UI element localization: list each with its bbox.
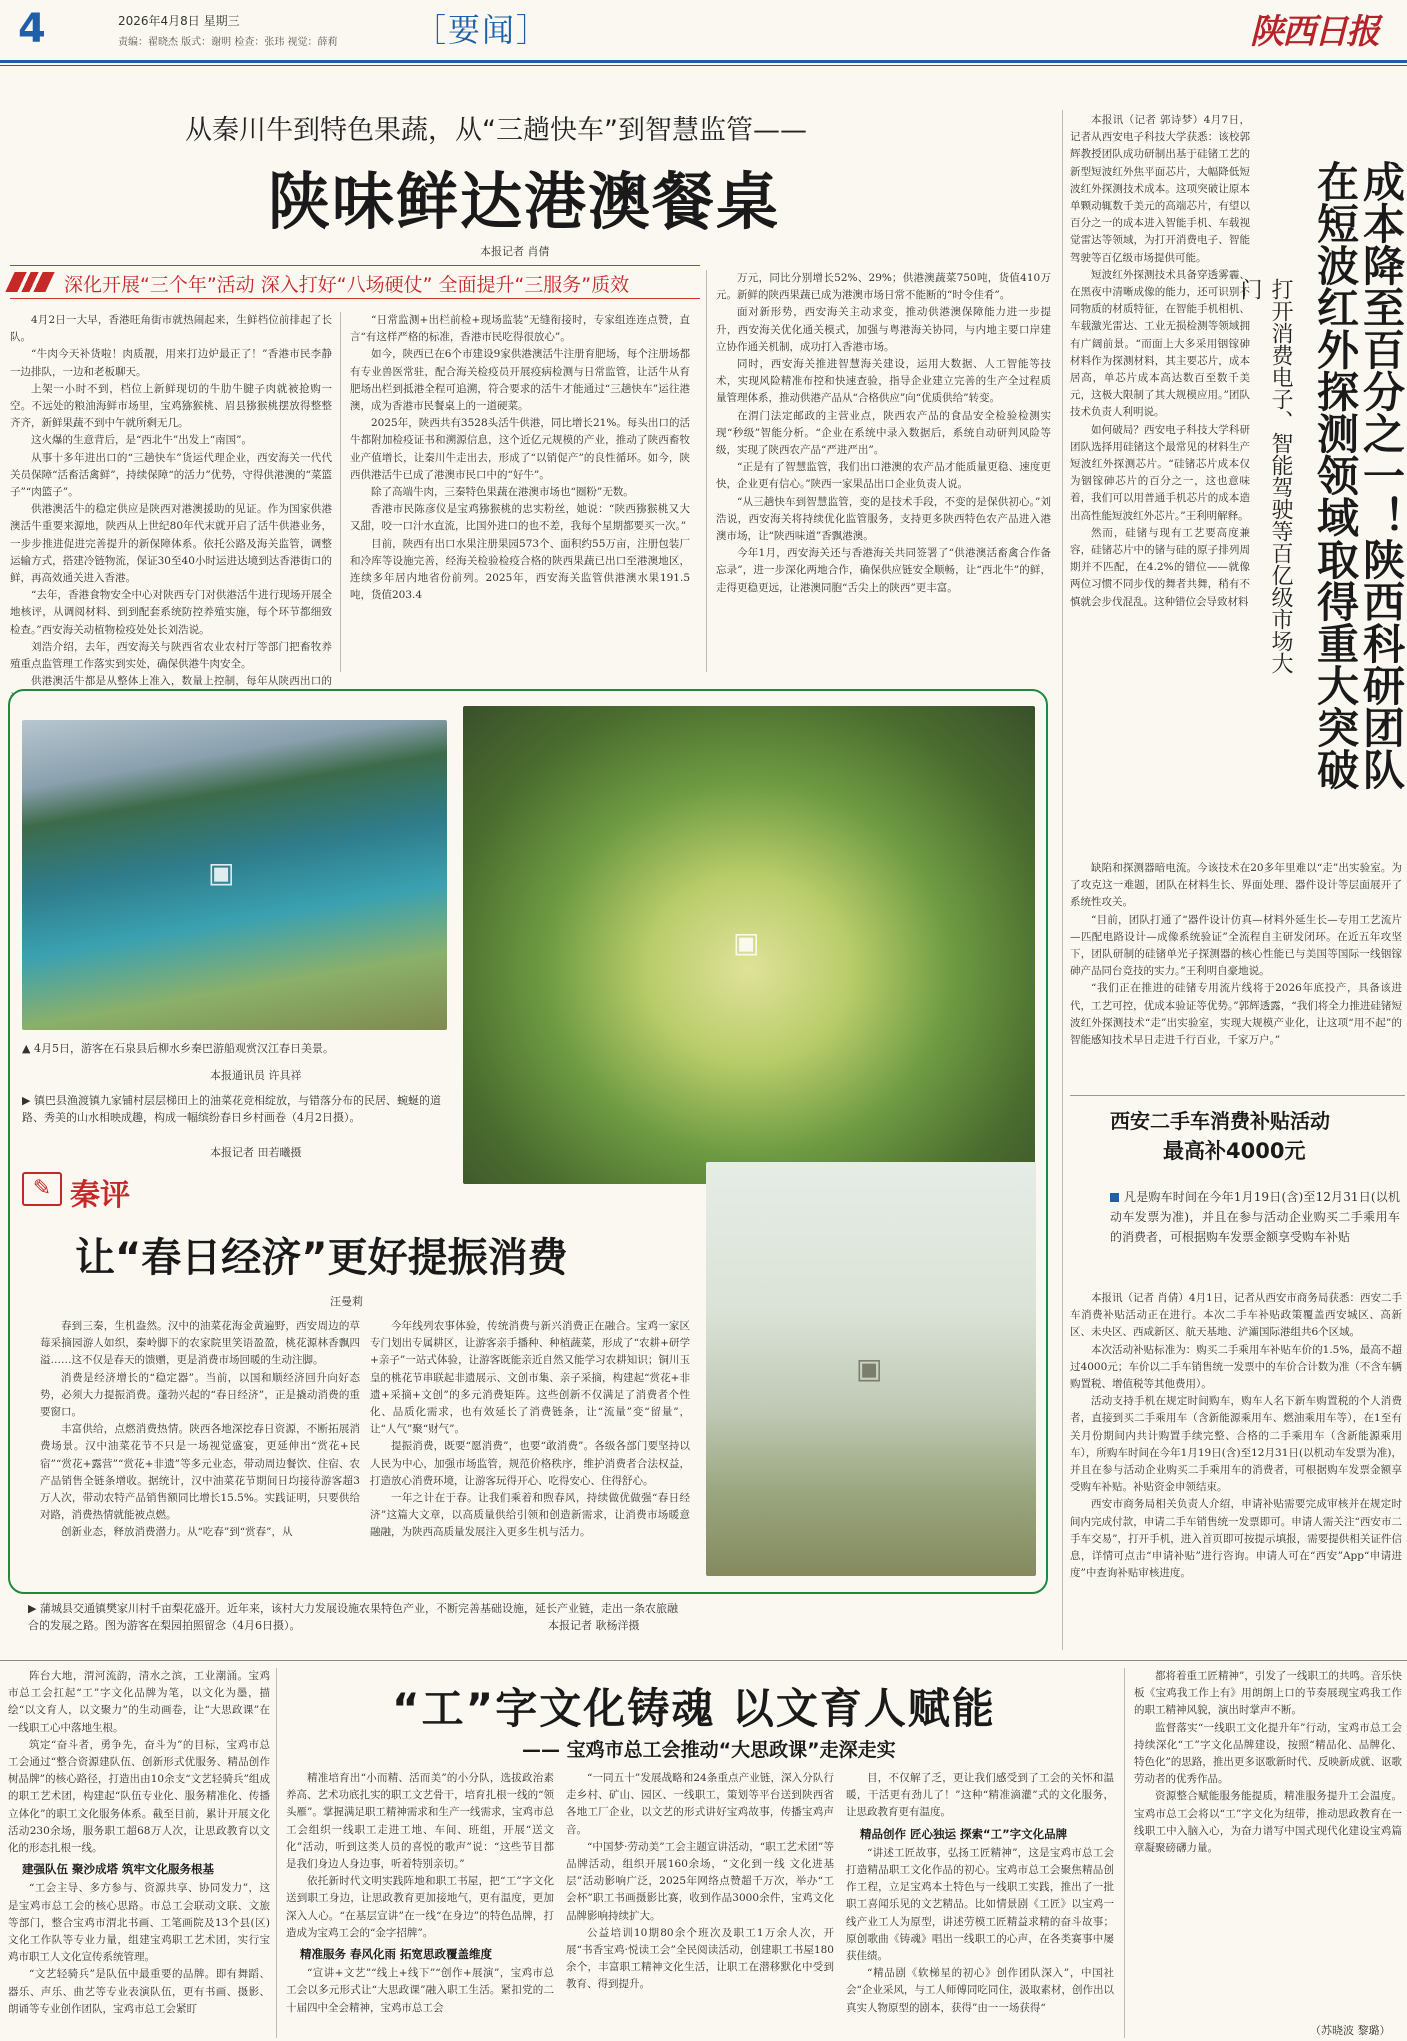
story1-column-1 bbox=[10, 312, 332, 688]
science-story-headline: 成本降至百分之一！陕西科研团队在短波红外探测领域取得重大突破 bbox=[1311, 160, 1406, 790]
paragraph: 从事十多年进出口的“三趟快车”货运代理企业，西安海关一代代关员保障“活畜活禽鲜”，持续保障“的活力”优势，守得供港澳的“菜篮子”“肉篮子”。 bbox=[10, 451, 332, 499]
paragraph: “讲述工匠故事，弘扬工匠精神”，这是宝鸡市总工会打造精品职工文化作品的初心。宝鸡市总工会聚焦精品创作工程，立足宝鸡本土特色与一线职工实践，推出了一批职工喜闻乐见的文艺精品。比如情景剧《工匠》以宝鸡一线产业工人为原型，讲述劳模工匠精益求精的奋斗故事；原创歌曲《铸魂》唱出一线职工的心声，在各类赛事中屡获佳绩。 bbox=[846, 1846, 1114, 1963]
photo2-caption: ▶ 镇巴县渔渡镇九家铺村层层梯田上的油菜花竞相绽放，与错落分布的民居、蜿蜒的道路、秀美的山水相映成趣，构成一幅缤纷春日乡村画卷（4月2日摄）。 bbox=[22, 1094, 441, 1124]
science-story-narrow-column bbox=[1070, 112, 1250, 854]
paragraph: 目前，陕西有出口水果注册果园573个、面积约55万亩，注册包装厂和冷库等设施完善，经海关检验检疫合格的陕西果蔬已出口至港澳地区，连续多年居内地省份前列。2025年，西安海关监管供港澳水果191.5吨，货值203.4 bbox=[350, 537, 690, 602]
column-divider bbox=[1062, 110, 1063, 1650]
paragraph: 春到三秦，生机盎然。汉中的油菜花海金黄遍野，西安周边的草莓采摘园游人如织，秦岭脚下的农家院里笑语盈盈，桃花源林香飘四溢……这不仅是春天的馈赠，更是消费市场回暖的生动注脚。 bbox=[40, 1320, 360, 1367]
photo3-caption: ▶ 蒲城县交通镇樊家川村千亩梨花盛开。近年来，该村大力发展设施农果特色产业，不断完善基础设施，延长产业链，走出一条农旅融合的发展之路。图为游客在梨园拍照留念（4月6日摄）。 bbox=[28, 1602, 678, 1632]
culture-subhead-3: 精品创作 匠心独运 探索“工”字文化品牌 bbox=[860, 1826, 1068, 1841]
paragraph: 一年之计在于春。让我们乘着和煦春风，持续做优做强“春日经济”这篇大文章，以高质量供给引领和创造新需求，让消费市场暖意融融，为陕西高质量发展注入更多生机与活力。 bbox=[370, 1492, 690, 1539]
paragraph: 然而，硅锗与现有工艺要高度兼容，硅锗芯片中的锗与硅的原子排列周期并不匹配，在4.2%的错位——就像两位习惯不同步伐的舞者共舞，稍有不慎就会步伐混乱。这种错位会导致材料 bbox=[1070, 526, 1250, 608]
banner-stripes-icon bbox=[5, 272, 54, 292]
photo-terraced-fields bbox=[463, 706, 1035, 1184]
paragraph: 同时，西安海关推进智慧海关建设，运用大数据、人工智能等技术，实现风险精准布控和快速查验，指导企业建立完善的生产全过程质量管理体系，推动供港产品从“合格供应”向“优质供给”转变。 bbox=[716, 358, 1051, 405]
paragraph: “日常监测+出栏前检+现场监装”无缝衔接时，专家组连连点赞，直言“有这样严格的标准，香港市民吃得很放心”。 bbox=[350, 314, 690, 344]
paragraph: 缺陷和探测器暗电流。今该技术在20多年里难以“走”出实验室。为了攻克这一难题，团队在材料生长、界面处理、器件设计等层面展开了系统性攻关。 bbox=[1070, 862, 1402, 909]
header-divider-thin bbox=[0, 65, 1407, 66]
paragraph: 公益培训10期80余个班次及职工1万余人次，开展“书香宝鸡·悦读工会”全民阅读活动，创建职工书屋180余个，丰富职工精神文化生活，让职工在潜移默化中受到教育、得到提升。 bbox=[566, 1926, 834, 1991]
culture-story-headline: “工”字文化铸魂 以文育人赋能 bbox=[392, 1684, 996, 1733]
photo-icon: ▣ bbox=[733, 926, 760, 959]
campaign-banner bbox=[10, 265, 700, 299]
culture-column-1 bbox=[8, 1668, 270, 2038]
paragraph: 面对新形势，西安海关主动求变，推动供港澳保障能力进一步提升，西安海关优化通关模式，加强与粤港海关协同，与内地主要口岸建立协作通关机制，成功打入香港市场。 bbox=[716, 306, 1051, 353]
photo3-credit: 本报记者 耿杨洋摄 bbox=[548, 1619, 640, 1632]
paragraph: 都将着重工匠精神”，引发了一线职工的共鸣。音乐快板《宝鸡我工作上有》用朗朗上口的节奏展现宝鸡我工作的职工精神风貌，演出时掌声不断。 bbox=[1134, 1670, 1402, 1717]
paragraph: 刘浩介绍，去年，西安海关与陕西省农业农村厅等部门把畜牧养殖重点监管理工作落实到实处，确保供港牛肉安全。 bbox=[10, 640, 332, 671]
paragraph: 精准培育出“小而精、活而美”的小分队，选拔政治素养高、艺术功底扎实的职工文艺骨干，培育扎根一线的“领头雁”。掌握满足职工精神需求和生产一线需求，宝鸡市总工会组织一线职工走进工地、车间、班组，开展“送文化”活动，听到这类人员的喜悦的歌声”说：“这些节目都是我们身边人身边事，听着特别亲切。” bbox=[286, 1772, 554, 1871]
culture-story-subheadline: —— 宝鸡市总工会推动“大思政课”走深走实 bbox=[522, 1739, 896, 1761]
paragraph: 上架一小时不到，档位上新鲜现切的牛肋牛腱子肉就被抢购一空。不远处的粮油海鲜市场里，宝鸡猕猴桃、眉县猕猴桃摆放得整整齐齐，新鲜果蔬不到中午就所剩无几。 bbox=[10, 382, 332, 430]
paragraph: 这火爆的生意背后，是“西北牛”出发上“南国”。 bbox=[31, 434, 252, 447]
paragraph: 西安市商务局相关负责人介绍，申请补贴需要完成审核并在规定时间内完成付款，申请二手车销售统一发票即可。申请人需关注“西安市二手车交易”，打开手机，进入首页即可按提示填报，需要提供相关证件信息，详情可点击“申请补贴”进行咨询。申请人可在“西安”App“申请进度”中查询补贴审核进度。 bbox=[1070, 1498, 1402, 1580]
paragraph: “我们正在推进的硅锗专用流片线将于2026年底投产，具备该进代，工艺可控，优成本验证等优势。”郭辉透露，“我们将全力推进硅锗短波红外探测技术“走”出实验室，实现大规模产业化，让这项“用不起”的智能感知技术早日走进千行百业，千家万户。” bbox=[1070, 982, 1402, 1047]
editor-credits: 责编：翟晓杰 版式：谢明 检查：张玮 视觉：薛莉 bbox=[118, 37, 338, 48]
paragraph: “从三趟快车到智慧监管，变的是技术手段，不变的是保供初心。”刘浩说，西安海关将持续优化监管服务，支持更多陕西特色农产品进入港澳市场，让“陕西味道”香飘港澳。 bbox=[716, 495, 1051, 543]
paragraph: 消费是经济增长的“稳定器”。当前，以国和顺经济回升向好态势，必须大力提振消费。蓬勃兴起的“春日经济”，正是撬动消费的重要窗口。 bbox=[40, 1371, 360, 1419]
paragraph: 活动支持手机在规定时间购车，购车人名下新车购置税的个人消费者，直接到买二手乘用车（含新能源乘用车、燃油乘用车等），在1至有关月份期间内共计购置手续完整、合格的二手乘用车（含新能源乘用车），所购车时间在今年1月19日(含)至12月31日(以机动车发票为准)，并且在参与活动企业购买二手乘用车的消费者，可根据购车发票金额享受购车补贴。补贴资金申领结束。 bbox=[1070, 1395, 1402, 1494]
photo-icon: ▣ bbox=[856, 1352, 883, 1385]
column-divider bbox=[276, 1668, 277, 2038]
photo1-credit: 本报通讯员 许具祥 bbox=[210, 1069, 302, 1082]
story1-byline: 本报记者 肖倩 bbox=[480, 245, 550, 258]
paragraph: “牛肉今天补货啦！肉质靓，用来打边炉最正了！”香港市民李静一边排队，一边和老板聊天。 bbox=[10, 348, 332, 378]
car-subsidy-lead: 凡是购车时间在今年1月19日(含)至12月31日(以机动车发票为准)，并且在参与活动企业购买二手乘用车的消费者，可根据购车发票金额享受购车补贴 bbox=[1110, 1190, 1400, 1244]
commentary-logo bbox=[22, 1170, 152, 1213]
culture-subhead-2: 精准服务 春风化雨 拓宽思政覆盖维度 bbox=[300, 1947, 493, 1962]
paragraph: 依托新时代文明实践阵地和职工书屋，把“工”字文化送到职工身边，让思政教育更加接地气，更有温度，更加深入人心。“在基层宣讲”在一线“在身边”的特色品牌，打造成为宝鸡工会的“金字招牌”。 bbox=[286, 1875, 554, 1939]
commentary-column-2 bbox=[370, 1318, 690, 1580]
paragraph: 如何破局？西安电子科技大学科研团队选择用硅锗这个最常见的材料生产短波红外探测芯片。“硅锗芯片成本仅为铟镓砷芯片的百分之一，这也意味着，我们可以用普通手机芯片的成本造出高性能短波红外芯片。”王利明解释。 bbox=[1070, 423, 1250, 522]
paragraph: 筑定“奋斗者，勇争先，奋斗为”的目标，宝鸡市总工会通过“整合资源建队伍、创新形式优服务、精品创作树品牌”的核心路径，打造出由10余支“文艺轻骑兵”组成的职工艺术团，构建起“队伍专业化、服务精准化、传播立体化”的职工文化服务体系。截至目前，累计开展文化活动230余场，服务职工超68万人次，让思政教育以文化的形态扎根一线。 bbox=[8, 1738, 270, 1855]
paragraph: 如今，陕西已在6个市建设9家供港澳活牛注册育肥场，每个注册场都有专业兽医常驻，配合海关检疫员开展疫病检测与日常监管，让活牛从育肥场出栏到抵港全程可追溯，符合要求的活牛才能通过“三趟快车”运往港澳，成为香港市民餐桌上的一道硬菜。 bbox=[350, 348, 690, 413]
paragraph: 供港澳活牛都是从整体上准入，数量上控制，每年从陕西出口的 bbox=[31, 675, 332, 688]
paragraph: 万元，同比分别增长52%、29%；供港澳蔬菜750吨，货值410万元。新鲜的陕西果蔬已成为港澳市场日常不能断的“时令佳肴”。 bbox=[716, 272, 1051, 302]
culture-subhead-1: 建强队伍 聚沙成塔 筑牢文化服务根基 bbox=[22, 1862, 215, 1877]
photo-river-town bbox=[22, 720, 447, 1030]
paragraph: 阵台大地，渭河流韵，清水之滨，工业潮涌。宝鸡市总工会扛起“工”字文化品牌为笔，以文化为墨，描绘“以文育人，以文聚力”的生动画卷，让“大思政课”在一线职工心中落地生根。 bbox=[8, 1670, 270, 1734]
column-divider bbox=[706, 270, 707, 672]
paragraph: 除了高端牛肉，三秦特色果蔬在港澳市场也“圈粉”无数。 bbox=[371, 486, 634, 499]
photo-icon: ▣ bbox=[208, 856, 235, 889]
paragraph: “精品剧《软梯星的初心》创作团队深入”，中国社会“企业采风，与工人师傅同吃同住，汲取素材，创作出以真实人物原型的剧本，获得”由一一场获得“ bbox=[846, 1967, 1114, 2014]
car-subsidy-headline: 西安二手车消费补贴活动 bbox=[1110, 1109, 1330, 1133]
paragraph: 提振消费，既要“愿消费”，也要“敢消费”。各级各部门要坚持以人民为中心，加强市场监管，规范价格秩序，维护消费者合法权益，打造放心消费环境，让游客玩得开心、吃得安心、住得舒心。 bbox=[370, 1440, 690, 1487]
paragraph: 在渭门法定邮政的主营业点，陕西农产品的食品安全检验检测实现“秒级”智能分析。“企业在系统中录入数据后，系统自动研判风险等级，实现了陕西农产品“严进严出”。 bbox=[716, 409, 1051, 457]
paragraph: 今年线列农事体验，传统消费与新兴消费正在融合。宝鸡一家区专门划出专属耕区，让游客亲手播种、种植蔬菜，形成了“农耕+研学+亲子”一站式体验，让游客既能亲近自然又能学习农耕知识；铜川玉皇的桃花节串联起非遗展示、文创市集、亲子采摘，构建起“赏花+非遗+采摘+文创”的多元消费矩阵。这些创新不仅满足了消费者个性化、品质化需求，也有效延长了消费链条，让“流量”变“留量”，让“人气”聚“财气”。 bbox=[370, 1320, 690, 1436]
paragraph: “中国梦·劳动美”工会主题宣讲活动，“职工艺术团”等品牌活动，组织开展160余场，“文化到一线 文化进基层”活动影响广泛，2025年网络点赞超千万次，举办“工会杯”职工书画摄影比赛，收到作品3000余件，宝鸡文化品牌影响持续扩大。 bbox=[566, 1840, 834, 1922]
science-story-subheadline: 打开消费电子、智能驾驶等百亿级市场大门 bbox=[1237, 278, 1293, 674]
page-number: 4 bbox=[18, 6, 46, 52]
paragraph: 本次活动补贴标准为：购买二手乘用车补贴车价的1.5%，最高不超过4000元；车价以二手车销售统一发票中的车价合计数为准（不含车辆购置税、增值税等其他费用）。 bbox=[1070, 1343, 1402, 1391]
pen-icon: ✎ bbox=[22, 1172, 62, 1206]
paragraph: “去年，香港食物安全中心对陕西专门对供港活牛进行现场开展全地核评，从调阅材料、到到配套系统防控养殖实施，每个环节都细致检查。”西安海关动植物检疫处处长刘浩说。 bbox=[10, 589, 332, 636]
culture-column-5 bbox=[1134, 1668, 1402, 2020]
paragraph: “宣讲+文艺”“线上+线下”“创作+展演”，宝鸡市总工会以多元形式让“大思政课”融入职工生活。紧扣党的二十届四中全会精神，宝鸡市总工会 bbox=[286, 1967, 554, 2014]
paragraph: 供港澳活牛的稳定供应是陕西对港澳援助的见证。作为国家供港澳活牛重要来源地，陕西从上世纪80年代末就开启了活牛供港业务，一步步推进促进完善提升的新保障体系。依托公路及海关监管，调整运输方式，搭建冷链物流，保证30至40小时运进达境到达香港街口的鲜，再高效通关进入香港。 bbox=[10, 503, 332, 585]
story1-column-3 bbox=[716, 270, 1051, 674]
culture-story-credit: （苏晓波 黎璐） bbox=[1310, 2024, 1391, 2037]
photo-pear-blossom bbox=[706, 1162, 1036, 1576]
photo1-caption: ▲ 4月5日，游客在石泉县后柳水乡秦巴游船观赏汉江春日美景。 bbox=[22, 1042, 334, 1055]
paragraph: “文艺轻骑兵”是队伍中最重要的品牌。即有舞蹈、器乐、声乐、曲艺等专业表演队伍，更有书画、摄影、朗诵等专业创作团队，宝鸡市总工会紧盯 bbox=[8, 1968, 270, 2015]
issue-date: 2026年4月8日 星期三 bbox=[118, 14, 240, 28]
culture-column-2 bbox=[286, 1770, 554, 2038]
car-subsidy-body bbox=[1070, 1290, 1402, 1652]
story1-headline: 陕味鲜达港澳餐桌 bbox=[268, 165, 781, 238]
paragraph: 2025年，陕西共有3528头活牛供港，同比增长21%。每头出口的活牛都附加检疫证书和溯源信息，这个近亿元规模的产业，推动了陕西畜牧业产值增长，让秦川牛走出去，形成了“以销促产”的良性循环。如今，陕西供港活牛已成了港澳市民口中的“好牛”。 bbox=[350, 417, 690, 481]
commentary-column-1 bbox=[40, 1318, 360, 1580]
paragraph: 目，不仅解了乏，更让我们感受到了工会的关怀和温暖，干活更有劲儿了！”这种“精准滴灌”式的文化服务，让思政教育更有温度。 bbox=[846, 1772, 1114, 1819]
paragraph: 香港市民陈彦仪是宝鸡猕猴桃的忠实粉丝，她说：“陕西猕猴桃又大又甜，咬一口汁水直流，比国外进口的也不差，我每个星期都要买一次。” bbox=[350, 503, 690, 533]
story1-column-2 bbox=[350, 312, 690, 674]
paragraph: “一同五十”发展战略和24条重点产业链，深入分队行走乡村、矿山、园区、一线职工，策划等平台送到陕西省各地工厂企业，以文艺的形式讲好宝鸡故事，传播宝鸡声音。 bbox=[566, 1772, 834, 1836]
paragraph: “正是有了智慧监管，我们出口港澳的农产品才能质量更稳、速度更快，企业更有信心。”陕西一家果品出口企业负责人说。 bbox=[716, 461, 1051, 491]
header-divider bbox=[0, 60, 1407, 63]
paragraph: 监督落实“一线职工文化提升年”行动，宝鸡市总工会持续深化“工”字文化品牌建设，按照“精品化、品牌化、特色化”的思路，推出更多讴歌新时代、反映新成就、讴歌劳动者的优秀作品。 bbox=[1134, 1721, 1402, 1786]
paragraph: 短波红外探测技术具备穿透雾霾、在黑夜中清晰成像的能力，还可识别不同物质的材质特征，在智能手机相机、车载激光雷达、工业无损检测等领域拥有广阔前景。“而面上大多采用铟镓砷材料作为探测材料，其主要芯片，成本居高，单芯片成本高达数百至数千美元，这极大限制了其大规模应用。”团队技术负责人利明说。 bbox=[1070, 268, 1250, 419]
paragraph: 本报讯（记者 肖倩）4月1日，记者从西安市商务局获悉：西安二手车消费补贴活动正在进行。本次二手车补贴政策覆盖西安城区、高新区、未央区、西咸新区、航天基地、浐灞国际港组共6个区域。 bbox=[1070, 1292, 1402, 1339]
paragraph: “工会主导、多方参与、资源共享、协同发力”，这是宝鸡市总工会的核心思路。市总工会联动文联、文旅等部门，整合宝鸡市渭北书画、工笔画院及13个县(区)文化工作队等专业力量，组建宝鸡职工艺术团，实行宝鸡市职工人文化宣传系统管理。 bbox=[8, 1882, 270, 1964]
commentary-headline: 让“春日经济”更好提振消费 bbox=[75, 1235, 568, 1281]
culture-column-4 bbox=[846, 1770, 1114, 2038]
paragraph: 4月2日一大早，香港旺角街市就热闹起来，生鲜档位前排起了长队。 bbox=[10, 314, 332, 344]
newspaper-masthead: 陕西日报 bbox=[1250, 12, 1378, 52]
campaign-banner-text: 深化开展“三个年”活动 深入打好“八场硬仗” 全面提升“三服务”质效 bbox=[64, 274, 630, 296]
photo2-credit: 本报记者 田若曦摄 bbox=[210, 1146, 302, 1159]
column-divider bbox=[340, 312, 341, 672]
section-divider bbox=[0, 1660, 1407, 1661]
car-subsidy-subheadline: 最高补4000元 bbox=[1163, 1139, 1306, 1163]
paragraph: 丰富供给，点燃消费热情。陕西各地深挖春日资源，不断拓展消费场景。汉中油菜花节不只是一场视觉盛宴，更延伸出“赏花+民宿”“赏花+露营”“赏花+非遗”等多元业态，带动周边餐饮、住宿、农产品销售全链条增收。据统计，汉中油菜花节期间日均接待游客超3万人次，带动农特产品销售额同比增长15.5%。实践证明，只要供给对路，消费热情就能被点燃。 bbox=[40, 1423, 360, 1522]
column-divider bbox=[1124, 1668, 1125, 2038]
paragraph: 资源整合赋能服务能提质，精准服务提升工会温度。宝鸡市总工会将以“工”字文化为纽带，推动思政教育在一线职工中入脑入心，为奋力谱写中国式现代化建设宝鸡篇章凝聚磅礴力量。 bbox=[1134, 1790, 1402, 1855]
story1-kicker: 从秦川牛到特色果蔬，从“三趟快车”到智慧监管—— bbox=[185, 115, 807, 146]
paragraph: “目前，团队打通了“器件设计仿真—材料外延生长—专用工艺流片—匹配电路设计—成像系统验证”全流程自主研发闭环。在近五年攻坚下，团队研制的硅锗单光子探测器的核心性能已与美国等国际一线铟镓砷产品同台竞技的实力。”王利明自豪地说。 bbox=[1070, 913, 1402, 978]
paragraph: 今年1月，西安海关还与香港海关共同签署了“供港澳活畜禽合作备忘录”，进一步深化两地合作，确保供应链安全顺畅，让“西北牛”的鲜，走得更稳更远，让港澳同胞“舌尖上的陕西”更丰富。 bbox=[716, 547, 1051, 594]
commentary-author: 汪曼莉 bbox=[330, 1295, 363, 1308]
section-divider bbox=[1070, 1095, 1405, 1096]
science-story-wide-column bbox=[1070, 860, 1402, 1082]
culture-column-3 bbox=[566, 1770, 834, 2038]
paragraph: 本报讯（记者 郭诗梦）4月7日，记者从西安电子科技大学获悉：该校郭辉教授团队成功研制出基于硅锗工艺的新型短波红外焦平面芯片，大幅降低短波红外探测技术成本。这项突破让原本单颗动辄数千美元的高端芯片，有望以百分之一的成本进入智能手机、车载视觉雷达等领域，为打开消费电子、智能驾驶等百亿级市场提供可能。 bbox=[1070, 114, 1250, 264]
commentary-label: 秦评 bbox=[70, 1178, 130, 1213]
paragraph: 创新业态，释放消费潜力。从“吃春”到“赏春”，从 bbox=[61, 1526, 293, 1539]
section-title: ［要闻］ bbox=[414, 11, 551, 49]
